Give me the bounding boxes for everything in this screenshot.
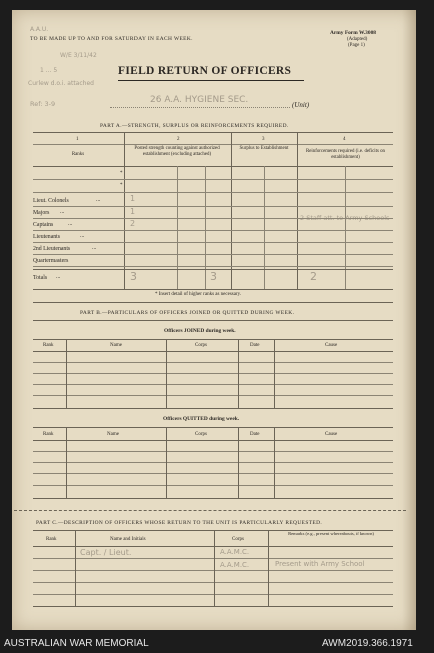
title-underline: [118, 80, 304, 81]
rule: [33, 254, 393, 255]
rule: [33, 166, 393, 167]
rule: [33, 440, 393, 441]
rule: [33, 558, 393, 559]
handwritten-entry: A.A.M.C.: [220, 561, 250, 569]
rule: [33, 582, 393, 583]
col-header: Name and Initials: [110, 537, 146, 542]
form-title: FIELD RETURN OF OFFICERS: [118, 65, 292, 77]
rule: [33, 570, 393, 571]
sub-divider: [177, 166, 178, 289]
rule: [33, 594, 393, 595]
rule: [33, 144, 393, 145]
col-divider: [238, 339, 239, 408]
leader-dots: ...: [92, 245, 97, 251]
rule: [33, 451, 393, 452]
col-divider: [214, 530, 215, 606]
sub-divider: [345, 166, 346, 289]
top-instruction: TO BE MADE UP TO AND FOR SATURDAY IN EACH WEEK.: [30, 36, 193, 42]
rule: [33, 339, 393, 340]
handwritten-note: Ref: 3-9: [30, 100, 56, 108]
handwritten-value: 2: [310, 270, 317, 283]
col-divider: [274, 427, 275, 498]
rank-label: Captains: [33, 222, 54, 228]
handwritten-note: 1 ... 5: [40, 67, 58, 74]
rule: [33, 373, 393, 374]
col-header: Name: [110, 343, 122, 348]
col-header-surplus: Surplus to Establishment: [239, 146, 289, 151]
rule: [33, 266, 393, 267]
rank-label: Lieut. Colonels: [33, 198, 69, 204]
col-header: Remarks (e.g., present whereabouts, if known): [288, 531, 374, 536]
joined-heading: Officers JOINED during week.: [164, 328, 236, 334]
col-divider: [238, 427, 239, 498]
col-number: 1: [76, 137, 79, 142]
adapted-label: (Adapted): [347, 37, 368, 42]
col-header: Rank: [43, 343, 54, 348]
rule: [33, 462, 393, 463]
part-b-heading: PART B.—PARTICULARS OF OFFICERS JOINED OR QUITTED DURING WEEK.: [80, 310, 295, 316]
leader-dots: ...: [96, 197, 101, 203]
rule: [33, 485, 393, 486]
col-number: 4: [343, 137, 346, 142]
leader-dots: ...: [68, 221, 73, 227]
col-header: Corps: [195, 432, 207, 437]
rule: [33, 473, 393, 474]
rule: [33, 498, 393, 499]
star-marker: *: [120, 183, 123, 188]
handwritten-value: 3: [210, 270, 217, 283]
col-header-ranks: Ranks: [71, 152, 85, 157]
tear-line: [14, 510, 406, 511]
handwritten-note: A.A.U.: [30, 26, 49, 33]
quitted-heading: Officers QUITTED during week.: [163, 416, 240, 422]
part-c-heading: PART C.—DESCRIPTION OF OFFICERS WHOSE RETURN TO THE UNIT IS PARTICULARLY REQUESTED.: [36, 520, 323, 526]
col-divider: [166, 427, 167, 498]
rule: [33, 395, 393, 396]
col-divider: [66, 427, 67, 498]
part-a-top-rule: [33, 132, 393, 133]
handwritten-entry: A.A.M.C.: [220, 548, 250, 556]
col-header: Rank: [43, 432, 54, 437]
rule: [33, 546, 393, 547]
totals-label: Totals: [33, 275, 48, 281]
col-header-posted: Posted strength counting against authorized establishment (excluding attached): [134, 146, 220, 157]
footer-institution: AUSTRALIAN WAR MEMORIAL: [4, 638, 149, 649]
part-a-heading: PART A.—STRENGTH, SURPLUS OR REINFORCEMENTS REQUIRED.: [100, 123, 289, 129]
rule: [33, 606, 393, 607]
col-header: Cause: [325, 432, 338, 437]
col-number: 3: [262, 137, 265, 142]
col-header: Cause: [325, 343, 338, 348]
leader-dots: ...: [80, 233, 85, 239]
star-marker: *: [120, 171, 123, 176]
footer-accession: AWM2019.366.1971: [322, 638, 413, 649]
col-divider: [75, 530, 76, 606]
rank-label: Majors: [33, 210, 50, 216]
handwritten-entry: Capt. / Lieut.: [80, 548, 132, 557]
rule: [33, 427, 393, 428]
rule: [33, 302, 393, 303]
page-label: (Page 1): [348, 43, 365, 48]
col-header: Rank: [46, 537, 57, 542]
army-form-number: Army Form W.3008: [330, 30, 376, 36]
col-header: Date: [250, 432, 260, 437]
rule: [33, 206, 393, 207]
unit-label: (Unit): [292, 101, 310, 109]
rule: [33, 242, 393, 243]
sub-divider: [264, 166, 265, 289]
col-divider: [66, 339, 67, 408]
rule: [33, 362, 393, 363]
handwritten-note: W/E 3/11/42: [60, 52, 97, 59]
col-header: Corps: [195, 343, 207, 348]
col-header: Name: [107, 432, 119, 437]
unit-line: [110, 107, 290, 108]
rule: [33, 192, 393, 193]
handwritten-value: 1: [130, 207, 136, 216]
rule: [33, 408, 393, 409]
leader-dots: ...: [56, 274, 61, 280]
col-divider: [166, 339, 167, 408]
sub-divider: [205, 166, 206, 289]
rule: [33, 320, 393, 321]
rule: [33, 230, 393, 231]
handwritten-value: 3: [130, 270, 137, 283]
col-divider: [274, 339, 275, 408]
col-divider: [268, 530, 269, 606]
rank-label: Lieutenants: [33, 234, 61, 240]
rank-label: 2nd Lieutenants: [33, 246, 71, 252]
handwritten-value: 2: [130, 219, 136, 228]
col-header: Date: [250, 343, 260, 348]
handwritten-value: 1: [130, 194, 136, 203]
rule: [33, 289, 393, 290]
footnote: * Insert detail of higher ranks as necessary.: [155, 292, 242, 297]
rule: [33, 384, 393, 385]
col-header: Corps: [232, 537, 244, 542]
rule: [33, 179, 393, 180]
col-number: 2: [177, 137, 180, 142]
handwritten-note: Curlew d.o.i. attached: [28, 80, 94, 87]
leader-dots: ...: [60, 209, 65, 215]
rank-label: Quartermasters: [33, 258, 69, 264]
handwritten-note: 2 Staff att. to Army Schools: [300, 214, 390, 222]
col-header-reinforcements: Reinforcements required (i.e. deficits on establishment): [305, 149, 386, 160]
handwritten-entry: Present with Army School: [275, 560, 365, 568]
handwritten-unit: 26 A.A. HYGIENE SEC.: [150, 95, 249, 105]
rule: [33, 351, 393, 352]
